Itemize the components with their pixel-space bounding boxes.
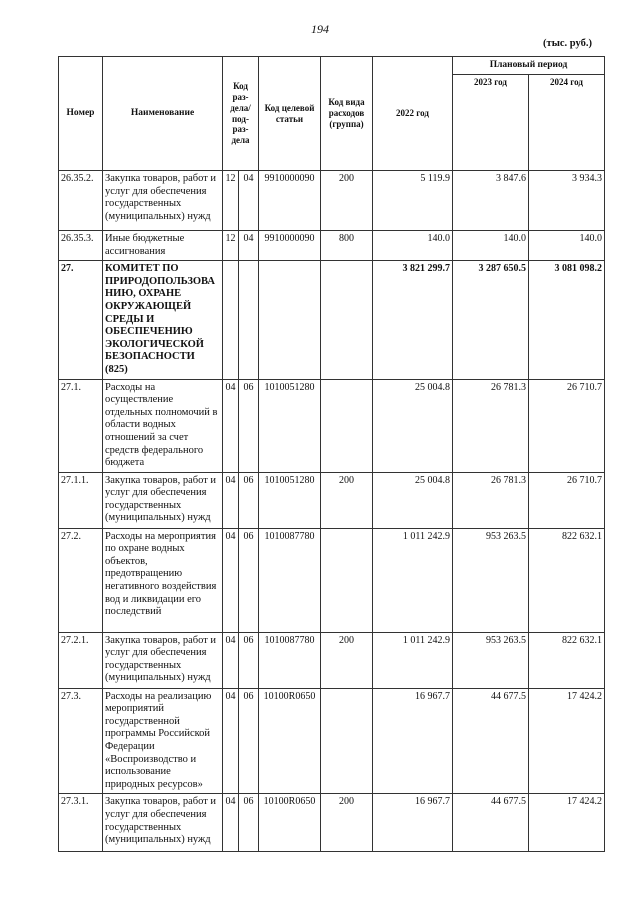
row-subsection: 06 xyxy=(239,794,259,852)
row-name: Закупка товаров, работ и услуг для обеспечения государственных (муниципальных) нужд xyxy=(103,794,223,852)
row-expense-type xyxy=(321,528,373,632)
row-target-code: 1010087780 xyxy=(259,632,321,688)
row-value-2023: 26 781.3 xyxy=(453,379,529,472)
row-value-2022: 1 011 242.9 xyxy=(373,528,453,632)
header-planning-period: Плановый период xyxy=(453,57,605,75)
header-section-code: Код раз-дела/ под-раз-дела xyxy=(223,57,259,171)
row-number: 27.3. xyxy=(59,688,103,794)
row-expense-type: 200 xyxy=(321,171,373,231)
row-name: Расходы на реализацию мероприятий государственной программы Российской Федерации «Воспроизводство и использование природных ресурсов» xyxy=(103,688,223,794)
row-value-2023: 26 781.3 xyxy=(453,472,529,528)
row-number: 27.2.1. xyxy=(59,632,103,688)
header-number: Номер xyxy=(59,57,103,171)
row-target-code: 1010051280 xyxy=(259,472,321,528)
row-value-2023: 140.0 xyxy=(453,231,529,261)
row-value-2023: 3 847.6 xyxy=(453,171,529,231)
row-number: 27.1.1. xyxy=(59,472,103,528)
table-row xyxy=(59,688,605,794)
table-row xyxy=(59,261,605,379)
row-name: Расходы на мероприятия по охране водных объектов, предотвращению негативного воздействия вод и ликвидации его последствий xyxy=(103,528,223,632)
row-subsection: 06 xyxy=(239,472,259,528)
table-row xyxy=(59,231,605,261)
table-row xyxy=(59,632,605,688)
row-name: Расходы на осуществление отдельных полномочий в области водных отношений за счет средств федерального бюджета xyxy=(103,379,223,472)
table-row xyxy=(59,794,605,852)
row-target-code: 9910000090 xyxy=(259,171,321,231)
row-value-2022: 16 967.7 xyxy=(373,688,453,794)
header-expense-type: Код вида расходов (группа) xyxy=(321,57,373,171)
row-value-2024: 3 081 098.2 xyxy=(529,261,605,379)
row-target-code: 10100R0650 xyxy=(259,794,321,852)
row-section: 04 xyxy=(223,528,239,632)
row-subsection: 06 xyxy=(239,632,259,688)
header-year-2023: 2023 год xyxy=(453,75,529,171)
row-target-code: 1010051280 xyxy=(259,379,321,472)
row-expense-type: 200 xyxy=(321,632,373,688)
row-subsection: 06 xyxy=(239,688,259,794)
row-subsection xyxy=(239,261,259,379)
row-section xyxy=(223,261,239,379)
row-value-2023: 3 287 650.5 xyxy=(453,261,529,379)
row-name: КОМИТЕТ ПО ПРИРОДОПОЛЬЗОВА НИЮ, ОХРАНЕ ОКРУЖАЮЩЕЙ СРЕДЫ И ОБЕСПЕЧЕНИЮ ЭКОЛОГИЧЕСКОЙ БЕЗОПАСНОСТИ (825) xyxy=(103,261,223,379)
row-section: 04 xyxy=(223,794,239,852)
row-number: 26.35.2. xyxy=(59,171,103,231)
row-value-2022: 25 004.8 xyxy=(373,379,453,472)
page-number: 194 xyxy=(311,22,329,36)
row-value-2023: 953 263.5 xyxy=(453,632,529,688)
row-subsection: 06 xyxy=(239,528,259,632)
row-value-2024: 26 710.7 xyxy=(529,379,605,472)
table-row xyxy=(59,472,605,528)
row-value-2022: 5 119.9 xyxy=(373,171,453,231)
row-value-2024: 822 632.1 xyxy=(529,528,605,632)
row-name: Иные бюджетные ассигнования xyxy=(103,231,223,261)
table-row xyxy=(59,379,605,472)
table-row xyxy=(59,171,605,231)
row-target-code: 9910000090 xyxy=(259,231,321,261)
row-value-2023: 953 263.5 xyxy=(453,528,529,632)
row-target-code: 1010087780 xyxy=(259,528,321,632)
row-name: Закупка товаров, работ и услуг для обеспечения государственных (муниципальных) нужд xyxy=(103,171,223,231)
header-name: Наименование xyxy=(103,57,223,171)
row-value-2022: 3 821 299.7 xyxy=(373,261,453,379)
row-value-2024: 3 934.3 xyxy=(529,171,605,231)
row-expense-type xyxy=(321,688,373,794)
row-expense-type: 200 xyxy=(321,472,373,528)
row-subsection: 06 xyxy=(239,379,259,472)
row-subsection: 04 xyxy=(239,231,259,261)
row-number: 27. xyxy=(59,261,103,379)
row-section: 04 xyxy=(223,379,239,472)
row-expense-type: 200 xyxy=(321,794,373,852)
row-value-2024: 26 710.7 xyxy=(529,472,605,528)
row-number: 26.35.3. xyxy=(59,231,103,261)
row-value-2024: 140.0 xyxy=(529,231,605,261)
row-value-2023: 44 677.5 xyxy=(453,794,529,852)
row-number: 27.1. xyxy=(59,379,103,472)
row-name: Закупка товаров, работ и услуг для обеспечения государственных (муниципальных) нужд xyxy=(103,472,223,528)
row-section: 12 xyxy=(223,171,239,231)
table-row xyxy=(59,528,605,632)
row-section: 04 xyxy=(223,688,239,794)
row-section: 04 xyxy=(223,472,239,528)
row-value-2022: 25 004.8 xyxy=(373,472,453,528)
header-year-2024: 2024 год xyxy=(529,75,605,171)
header-target-code: Код целевой статьи xyxy=(259,57,321,171)
row-value-2022: 140.0 xyxy=(373,231,453,261)
row-expense-type xyxy=(321,261,373,379)
unit-label: (тыс. руб.) xyxy=(543,38,592,49)
row-value-2023: 44 677.5 xyxy=(453,688,529,794)
row-section: 04 xyxy=(223,632,239,688)
header-year-2022: 2022 год xyxy=(373,57,453,171)
row-target-code xyxy=(259,261,321,379)
row-value-2022: 16 967.7 xyxy=(373,794,453,852)
row-value-2024: 822 632.1 xyxy=(529,632,605,688)
row-value-2024: 17 424.2 xyxy=(529,688,605,794)
row-number: 27.3.1. xyxy=(59,794,103,852)
row-section: 12 xyxy=(223,231,239,261)
row-value-2024: 17 424.2 xyxy=(529,794,605,852)
row-name: Закупка товаров, работ и услуг для обеспечения государственных (муниципальных) нужд xyxy=(103,632,223,688)
row-subsection: 04 xyxy=(239,171,259,231)
row-value-2022: 1 011 242.9 xyxy=(373,632,453,688)
row-target-code: 10100R0650 xyxy=(259,688,321,794)
row-expense-type: 800 xyxy=(321,231,373,261)
row-number: 27.2. xyxy=(59,528,103,632)
budget-table xyxy=(58,56,605,852)
row-expense-type xyxy=(321,379,373,472)
